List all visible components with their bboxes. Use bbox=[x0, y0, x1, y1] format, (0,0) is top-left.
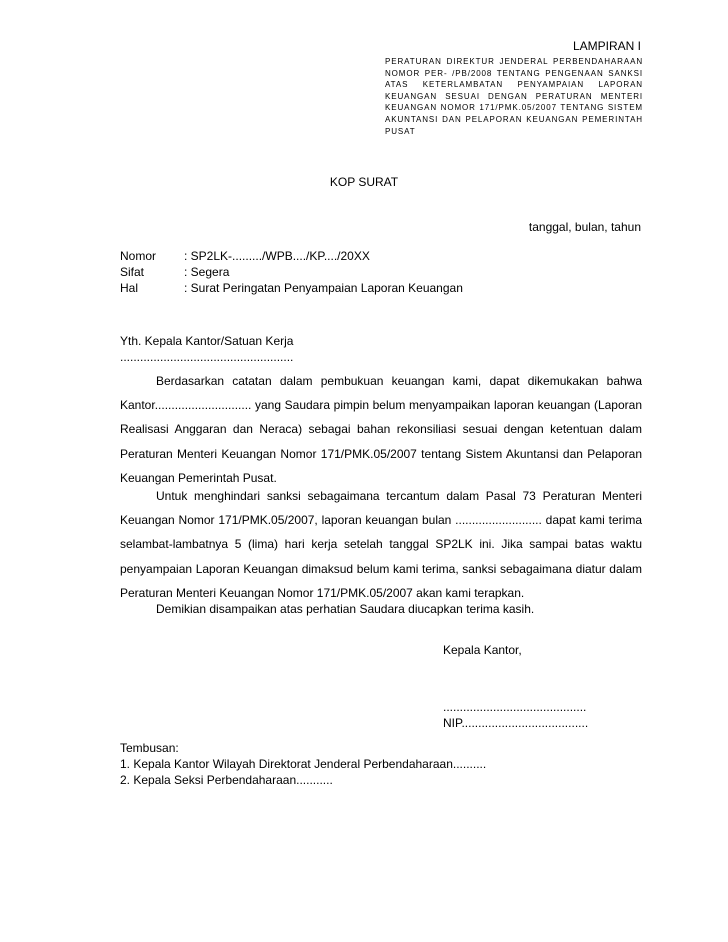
recipient-dotted-line: .................................................... bbox=[120, 350, 294, 364]
tembusan-block bbox=[120, 740, 486, 788]
paragraph-text: Untuk menghindari sanksi sebagaimana tercantum dalam Pasal 73 Peraturan Menteri Keuangan Nomor 171/PMK.05/2007, laporan keuangan bulan .......................... dapat kami terima selambat-lambatnya 5 (lima) hari kerja setelah tanggal SP2LK ini. Jika sampai batas waktu penyampaian Laporan Keuangan dimaksud belum kami terima, sanksi sebagaimana diatur dalam Peraturan Menteri Keuangan Nomor 171/PMK.05/2007 akan kami terapkan. bbox=[120, 489, 642, 600]
recipient-block bbox=[120, 333, 293, 365]
signature-name-line: ........................................... bbox=[443, 700, 587, 714]
paragraph-text: Demikian disampaikan atas perhatian Saudara diucapkan terima kasih. bbox=[156, 602, 535, 616]
paragraph-text: Berdasarkan catatan dalam pembukuan keuangan kami, dapat dikemukakan bahwa Kantor............................. yang Saudara pimpin belum menyampaikan laporan keuangan (Laporan Realisasi Anggaran dan Neraca) sebagai bahan rekonsiliasi sesuai dengan ketentuan dalam Peraturan Menteri Keuangan Nomor 171/PMK.05/2007 tentang Sistem Akuntansi dan Pelaporan Keuangan Pemerintah Pusat. bbox=[120, 374, 642, 485]
letter-date: tanggal, bulan, tahun bbox=[528, 220, 641, 234]
signature-title: Kepala Kantor, bbox=[443, 643, 522, 657]
meta-value: : SP2LK-........./WPB..../KP..../20XX bbox=[184, 249, 370, 263]
letterhead-placeholder: KOP SURAT bbox=[329, 175, 399, 189]
meta-label: Sifat bbox=[120, 265, 145, 279]
meta-label: Nomor bbox=[120, 249, 157, 263]
meta-value: : Surat Peringatan Penyampaian Laporan Keuangan bbox=[184, 281, 463, 295]
meta-row-sifat bbox=[120, 264, 463, 280]
body-paragraph-1 bbox=[120, 369, 642, 490]
tembusan-heading: Tembusan: bbox=[120, 741, 179, 755]
recipient-line: Yth. Kepala Kantor/Satuan Kerja bbox=[120, 334, 294, 348]
signature-nip: NIP...................................... bbox=[443, 716, 589, 730]
meta-label: Hal bbox=[120, 281, 139, 295]
signature-block bbox=[443, 699, 588, 731]
tembusan-item: 1. Kepala Kantor Wilayah Direktorat Jenderal Perbendaharaan.......... bbox=[120, 757, 487, 771]
body-paragraph-2 bbox=[120, 484, 642, 605]
body-paragraph-3 bbox=[120, 597, 642, 621]
meta-row-nomor bbox=[120, 248, 463, 264]
meta-row-hal bbox=[120, 280, 463, 296]
lampiran-title: LAMPIRAN I bbox=[572, 39, 641, 53]
letter-meta bbox=[120, 248, 463, 296]
tembusan-item: 2. Kepala Seksi Perbendaharaan........... bbox=[120, 773, 333, 787]
lampiran-reference: PERATURAN DIREKTUR JENDERAL PERBENDAHARAAN NOMOR PER- /PB/2008 TENTANG PENGENAAN SANKSI ATAS KETERLAMBATAN PENYAMPAIAN LAPORAN KEUANGAN SESUAI DENGAN PERATURAN MENTERI KEUANGAN NOMOR 171/PMK.05/2007 TENTANG SISTEM AKUNTANSI DAN PELAPORAN KEUANGAN PEMERINTAH PUSAT bbox=[385, 57, 643, 136]
meta-value: : Segera bbox=[184, 265, 230, 279]
